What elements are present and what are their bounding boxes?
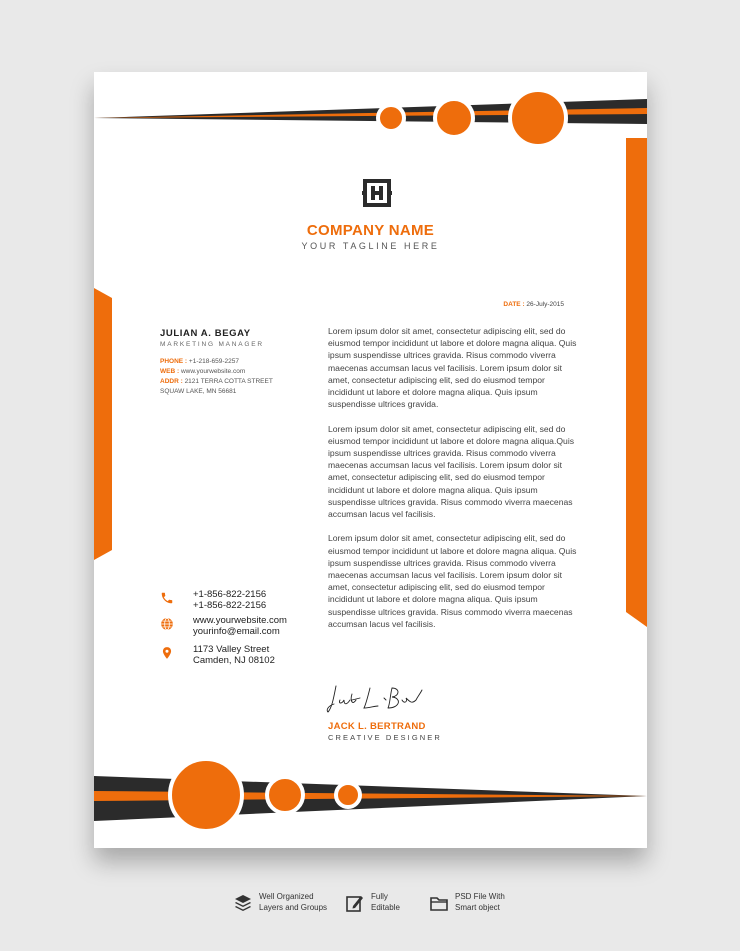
feature-layers-line1: Well Organized (259, 892, 314, 901)
contact-website: www.yourwebsite.com (193, 615, 287, 626)
company-tagline: YOUR TAGLINE HERE (301, 241, 440, 251)
contact-email: yourinfo@email.com (193, 625, 280, 637)
feature-layers-line2: Layers and Groups (259, 903, 328, 912)
body-paragraph-1: Lorem ipsum dolor sit amet, consectetur adipiscing elit, sed do eiusmod tempor incididunt ut labore et dolore magna aliqua. Quis ipsum suspendisse ultrices gravida. Risus commodo viverra maecenas accumsan lacus vel facilisis. Lorem ipsum dolor sit amet, consectetur adipiscing elit, sed do eiusmod tempor incididunt ut labore et dolore magna aliqua. Quis ipsum suspendisse ultrices gravida. (328, 326, 577, 410)
contact-address-text (193, 645, 275, 666)
feature-layers-text (259, 891, 327, 913)
letter-body (328, 325, 578, 642)
sender-phone: +1-218-659-2257 (188, 358, 239, 365)
contact-web-text (193, 616, 287, 637)
right-orange-bar (626, 138, 647, 627)
sender-name: JULIAN A. BEGAY (160, 328, 251, 339)
contact-address-1: 1173 Valley Street (193, 644, 270, 655)
sender-web: www.yourwebsite.com (180, 368, 246, 375)
feature-editable-line1: Fully (371, 892, 388, 901)
top-circle-large (510, 90, 566, 146)
sender-role: MARKETING MANAGER (160, 341, 264, 348)
sender-addr1: 2121 TERRA COTTA STREET (184, 378, 273, 385)
handwritten-signature (326, 682, 426, 716)
globe-icon (160, 617, 174, 631)
location-pin-icon (160, 646, 174, 660)
body-paragraph-3: Lorem ipsum dolor sit amet, consectetur adipiscing elit, sed do eiusmod tempor incididunt ut labore et dolore magna aliqua. Quis ipsum suspendisse ultrices gravida. Risus commodo viverra maecenas accumsan lacus vel facilisis. Lorem ipsum dolor sit amet, consectetur adipiscing elit, sed do eiusmod tempor incididunt ut labore et dolore magna aliqua. Quis ipsum suspendisse ultrices gravida. Risus commodo viverra maecenas accumsan lacus vel facilisis. (328, 533, 577, 629)
letterhead-page (94, 72, 647, 848)
signatory-name: JACK L. BERTRAND (328, 721, 426, 732)
top-circle-medium (435, 99, 473, 137)
feature-editable-line2: Editable (371, 903, 400, 912)
sender-phone-label: PHONE : (160, 358, 188, 365)
contact-phone-2: +1-856-822-2156 (193, 599, 267, 611)
bottom-circle-large (170, 759, 242, 831)
bottom-circle-medium (267, 777, 303, 813)
phone-icon (160, 591, 174, 605)
sender-web-line (160, 367, 310, 377)
date-line (503, 301, 564, 308)
feature-psd-line1: PSD File With (455, 892, 505, 901)
date-value: 26-July-2015 (526, 301, 564, 308)
company-logo-icon (362, 178, 392, 208)
bottom-circle-small (336, 783, 360, 807)
top-circle-small (378, 105, 404, 131)
feature-psd-line2: Smart object (455, 903, 500, 912)
date-label: DATE : (503, 301, 525, 308)
signatory-role: CREATIVE DESIGNER (328, 733, 442, 742)
layers-icon (233, 893, 253, 913)
edit-icon (345, 893, 365, 913)
contact-phone-1: +1-856-822-2156 (193, 589, 267, 600)
feature-psd-text (455, 891, 505, 913)
sender-addr-label: ADDR : (160, 378, 183, 385)
sender-addr2: SQUAW LAKE, MN 56681 (160, 388, 237, 395)
folder-icon (429, 893, 449, 913)
body-paragraph-2: Lorem ipsum dolor sit amet, consectetur adipiscing elit, sed do eiusmod tempor incididunt ut labore et dolore magna aliqua.Quis ipsum suspendisse ultrices gravida. Risus commodo viverra maecenas accumsan lacus vel facilisis. Lorem ipsum dolor sit amet, consectetur adipiscing elit, sed do eiusmod tempor incididunt ut labore et dolore magna aliqua. Quis ipsum suspendisse ultrices gravida. Risus commodo viverra maecenas accumsan lacus vel facilisis. (328, 423, 575, 520)
left-orange-bar (94, 288, 112, 560)
sender-phone-line (160, 357, 310, 367)
feature-editable-text (371, 891, 400, 913)
contact-phone-text (193, 590, 266, 611)
sender-web-label: WEB : (160, 368, 180, 375)
sender-block (160, 328, 310, 397)
company-name: COMPANY NAME (306, 222, 435, 239)
contact-address-2: Camden, NJ 08102 (193, 654, 275, 666)
sender-addr-line (160, 377, 310, 387)
